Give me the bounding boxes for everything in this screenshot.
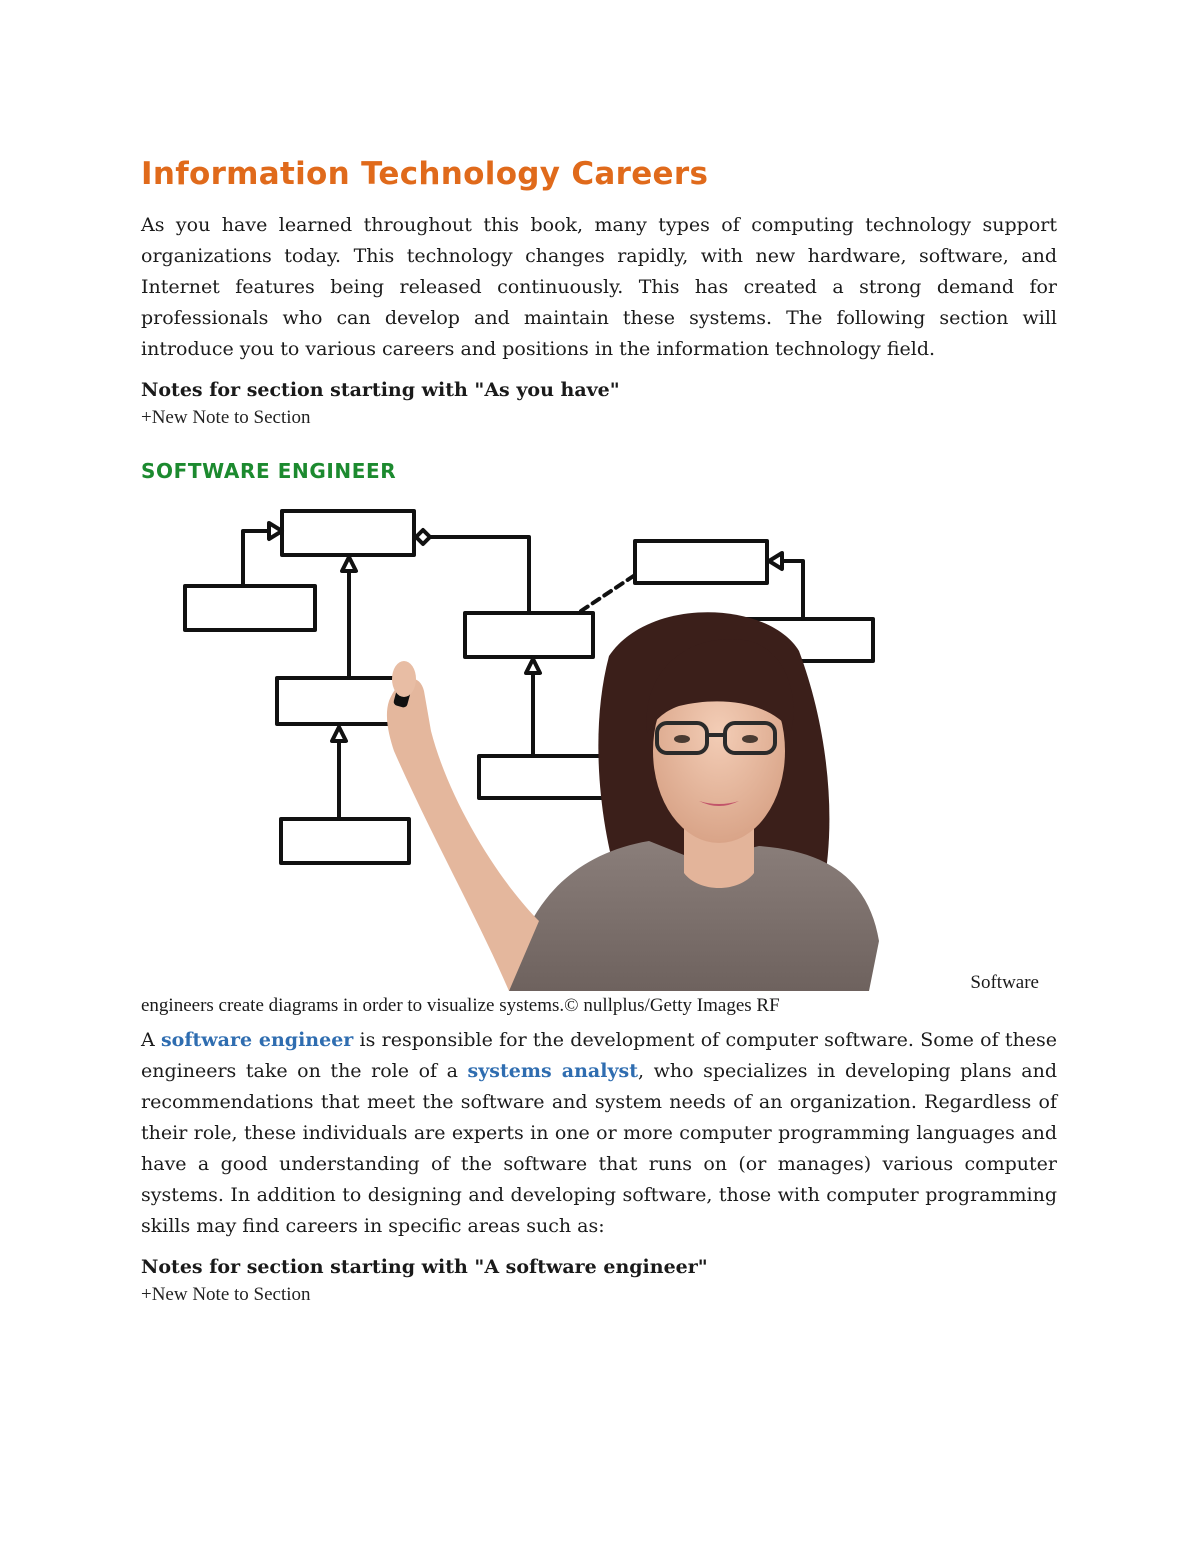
diagram-illustration bbox=[179, 501, 899, 991]
page-title: Information Technology Careers bbox=[141, 156, 709, 192]
paragraph-text-3: , who specializes in developing plans and recommendations that meet the software and system needs of an organization. Regardless of their role, these individuals are experts in one or more computer programming languages and have a good understanding of the software that runs on (or manages) various computer systems. In addition to designing and developing software, those with computer programming skills may find careers in specific areas such as: bbox=[141, 1060, 1057, 1237]
paragraph-text-2: is responsible for the development of computer software. Some of these engineers take on the role of a bbox=[141, 1029, 1058, 1082]
figure-caption-start: Software bbox=[970, 972, 1039, 993]
paragraph-text-1: A bbox=[141, 1029, 161, 1051]
figure-caption: engineers create diagrams in order to visualize systems.© nullplus/Getty Images RF bbox=[141, 995, 780, 1016]
figure-software-engineer bbox=[141, 501, 1057, 991]
document-page bbox=[141, 150, 1057, 1308]
notes-heading-2: Notes for section starting with "A software engineer" bbox=[141, 1256, 708, 1278]
new-note-link-2[interactable]: +New Note to Section bbox=[141, 1284, 311, 1305]
term-software-engineer[interactable]: software engineer bbox=[160, 1029, 354, 1051]
software-engineer-paragraph bbox=[141, 1025, 1057, 1242]
new-note-link-1[interactable]: +New Note to Section bbox=[141, 407, 311, 428]
section-heading: SOFTWARE ENGINEER bbox=[141, 459, 397, 483]
notes-heading-1: Notes for section starting with "As you have" bbox=[141, 379, 620, 401]
term-systems-analyst[interactable]: systems analyst bbox=[467, 1060, 638, 1082]
intro-paragraph: As you have learned throughout this book, many types of computing technology support organizations today. This technology changes rapidly, with new hardware, software, and Internet features being released continuously. This has created a strong demand for professionals who can develop and maintain these systems. The following section will introduce you to various careers and positions in the information technology field. bbox=[141, 214, 1057, 360]
